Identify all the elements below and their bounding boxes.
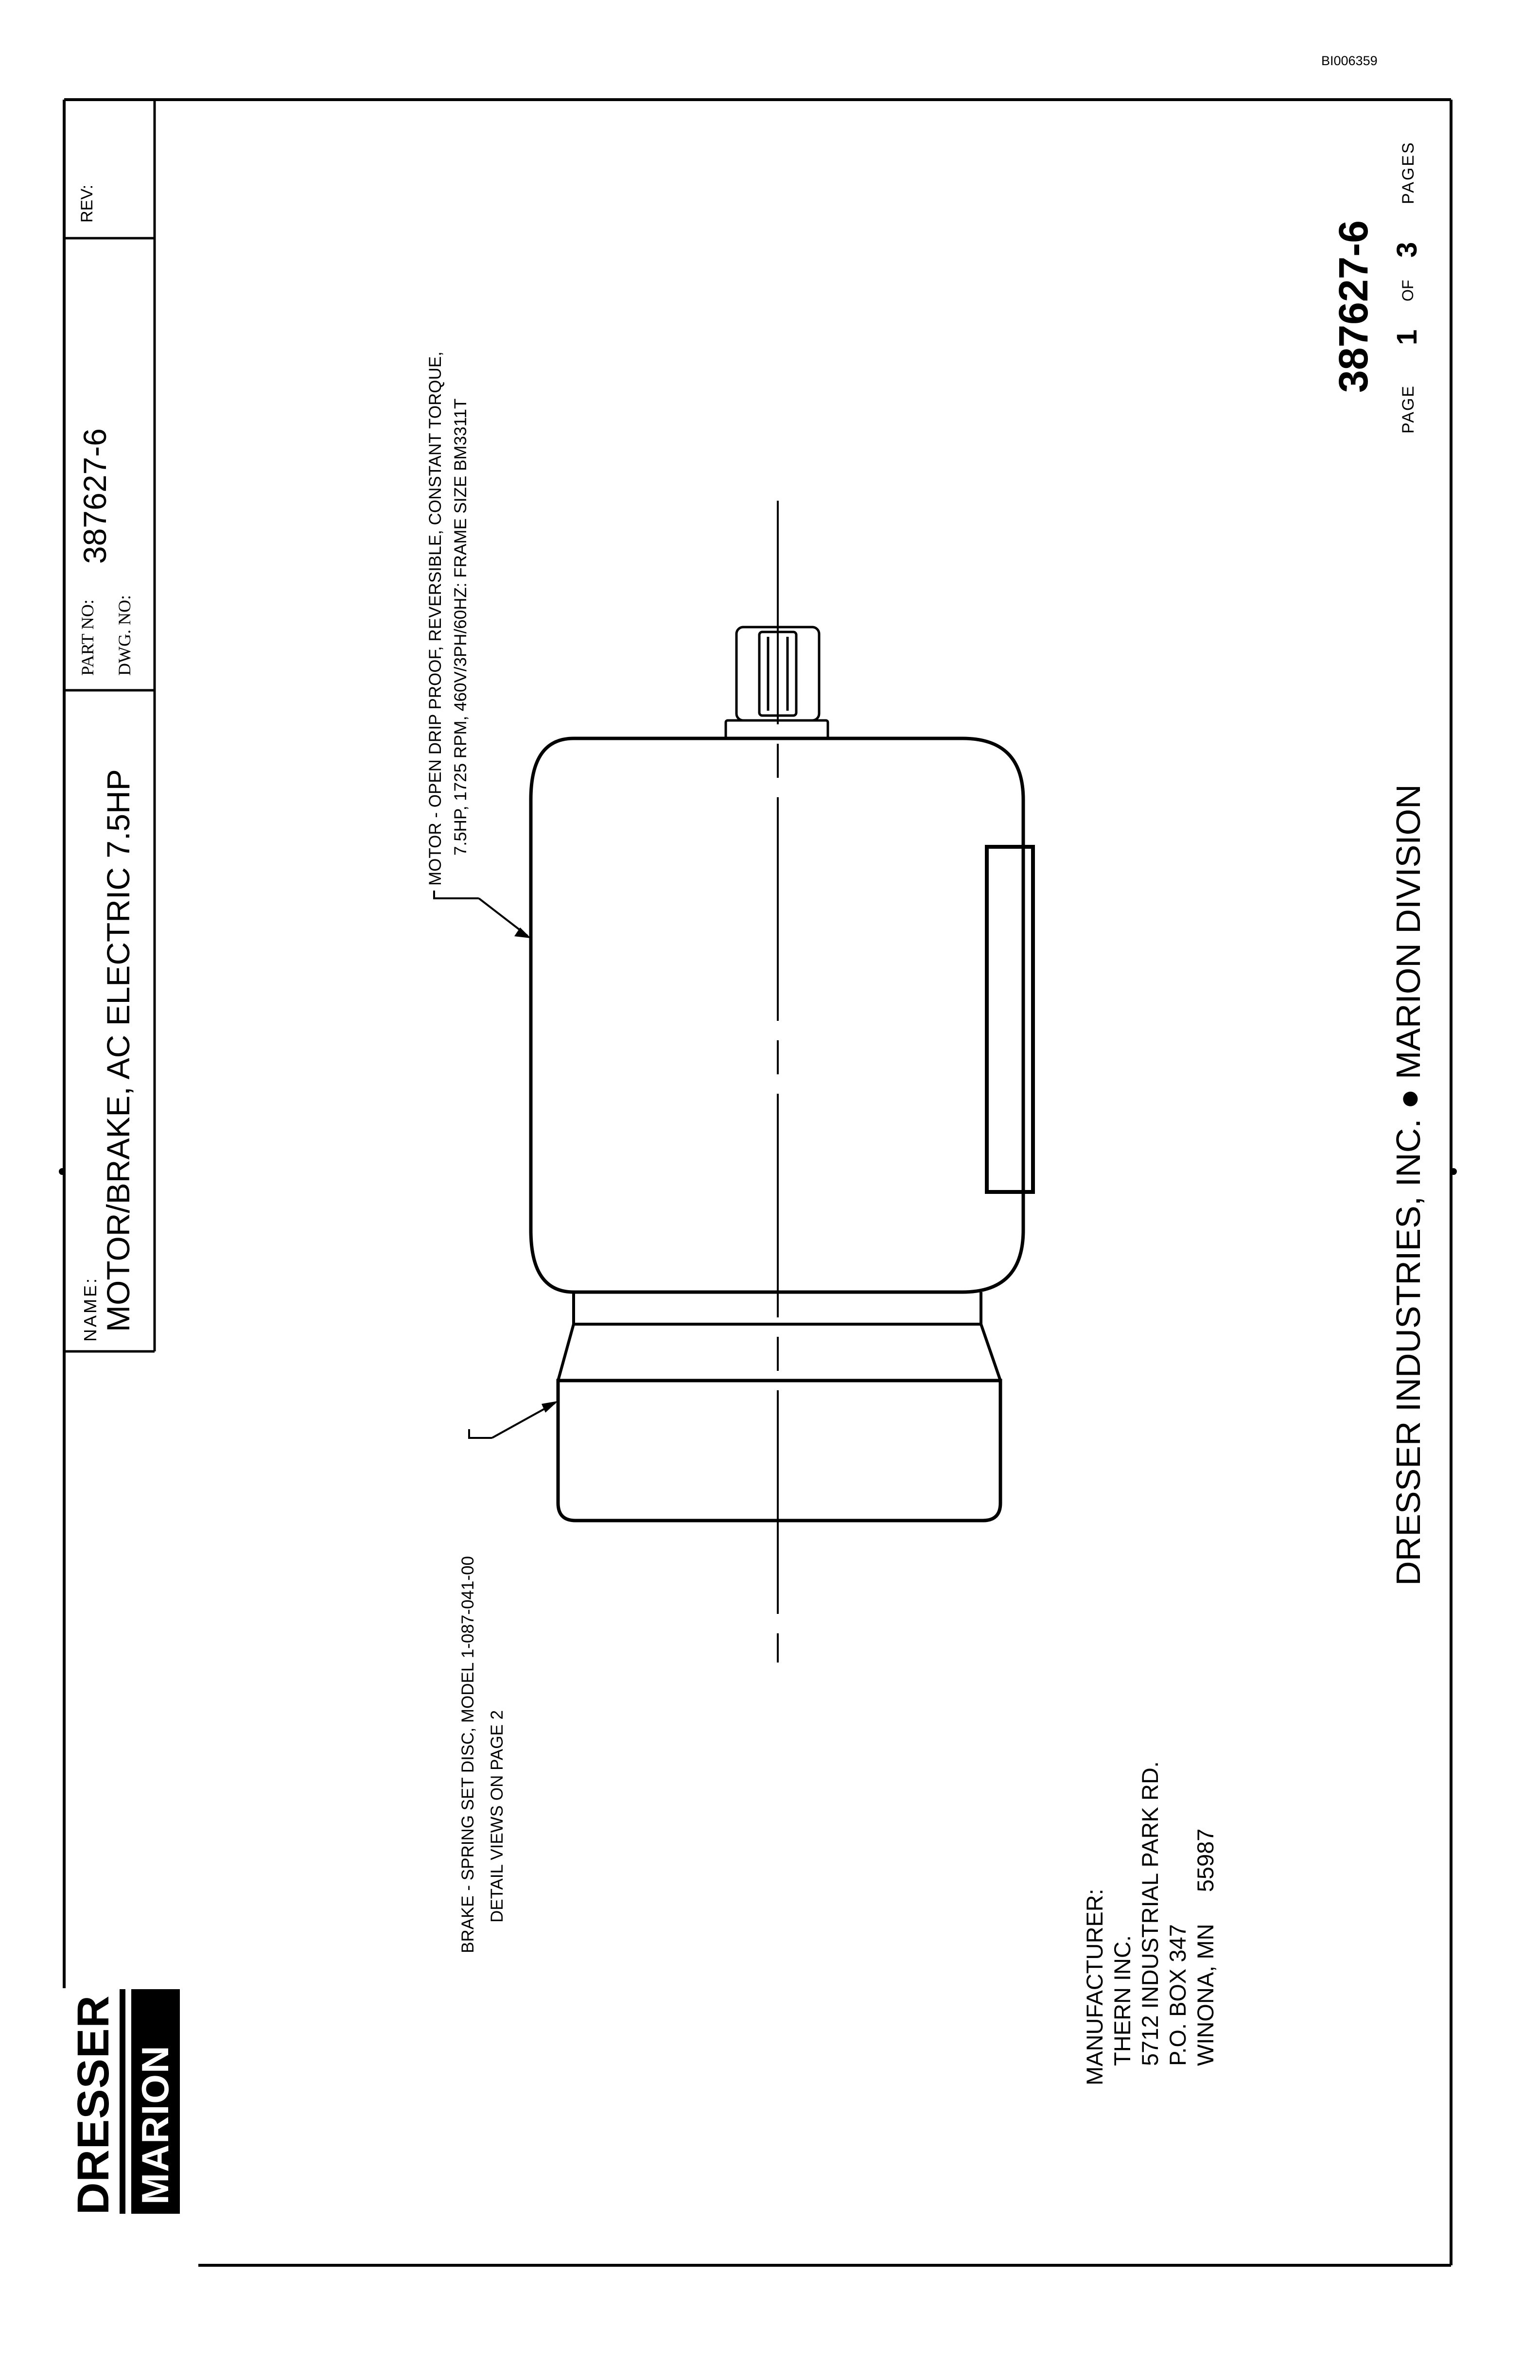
sheet-border xyxy=(64,100,1451,2265)
part-name: MOTOR/BRAKE, AC ELECTRIC 7.5HP xyxy=(100,769,136,1332)
logo-dresser: DRESSER xyxy=(69,1995,118,2215)
page-label: PAGE xyxy=(1399,385,1418,434)
brake-callout-line2: DETAIL VIEWS ON PAGE 2 xyxy=(488,1710,507,1923)
document-id: BI006359 xyxy=(1321,53,1378,68)
registration-dot-left xyxy=(59,1168,66,1175)
motor-leader-arrow xyxy=(514,928,531,938)
conduit-box xyxy=(987,847,1033,1192)
manufacturer-line4: WINONA, MN 55987 xyxy=(1192,1828,1218,2066)
company-name: DRESSER INDUSTRIES, INC. ● MARION DIVISION xyxy=(1389,784,1427,1586)
page-total: 3 xyxy=(1391,242,1423,258)
part-no-value: 387627-6 xyxy=(77,428,113,564)
logo-underline xyxy=(120,1989,125,2214)
leader-lines xyxy=(434,891,555,1438)
manufacturer-heading: MANUFACTURER: xyxy=(1082,1889,1107,2085)
pages-label: PAGES xyxy=(1399,141,1418,204)
registration-dot-right xyxy=(1450,1168,1457,1175)
name-label: NAME: xyxy=(80,1276,100,1342)
brake-housing xyxy=(558,1381,1000,1521)
part-no-label: PART NO: xyxy=(78,599,97,676)
motor-callout-line2: 7.5HP, 1725 RPM, 460V/3PH/60HZ: FRAME SIZE BM3311T xyxy=(451,398,470,856)
logo-marion: MARION xyxy=(134,2045,176,2205)
brake-leader-arrow xyxy=(542,1401,558,1413)
manufacturer-line1: THERN INC. xyxy=(1109,1935,1135,2066)
rev-label: REV: xyxy=(78,184,96,223)
manufacturer-line3: P.O. BOX 347 xyxy=(1165,1924,1190,2066)
manufacturer-line2: 5712 INDUSTRIAL PARK RD. xyxy=(1137,1761,1163,2066)
dwg-no-label: DWG. NO: xyxy=(115,595,134,676)
footer-part-number: 387627-6 xyxy=(1330,220,1376,393)
of-label: OF xyxy=(1399,280,1417,301)
motor-callout-line1: MOTOR - OPEN DRIP PROOF, REVERSIBLE, CONSTANT TORQUE, xyxy=(426,351,445,886)
page-number: 1 xyxy=(1391,329,1423,345)
brake-callout-line1: BRAKE - SPRING SET DISC, MODEL 1-087-041-00 xyxy=(458,1556,477,1953)
brake-adapter xyxy=(558,1292,1000,1381)
